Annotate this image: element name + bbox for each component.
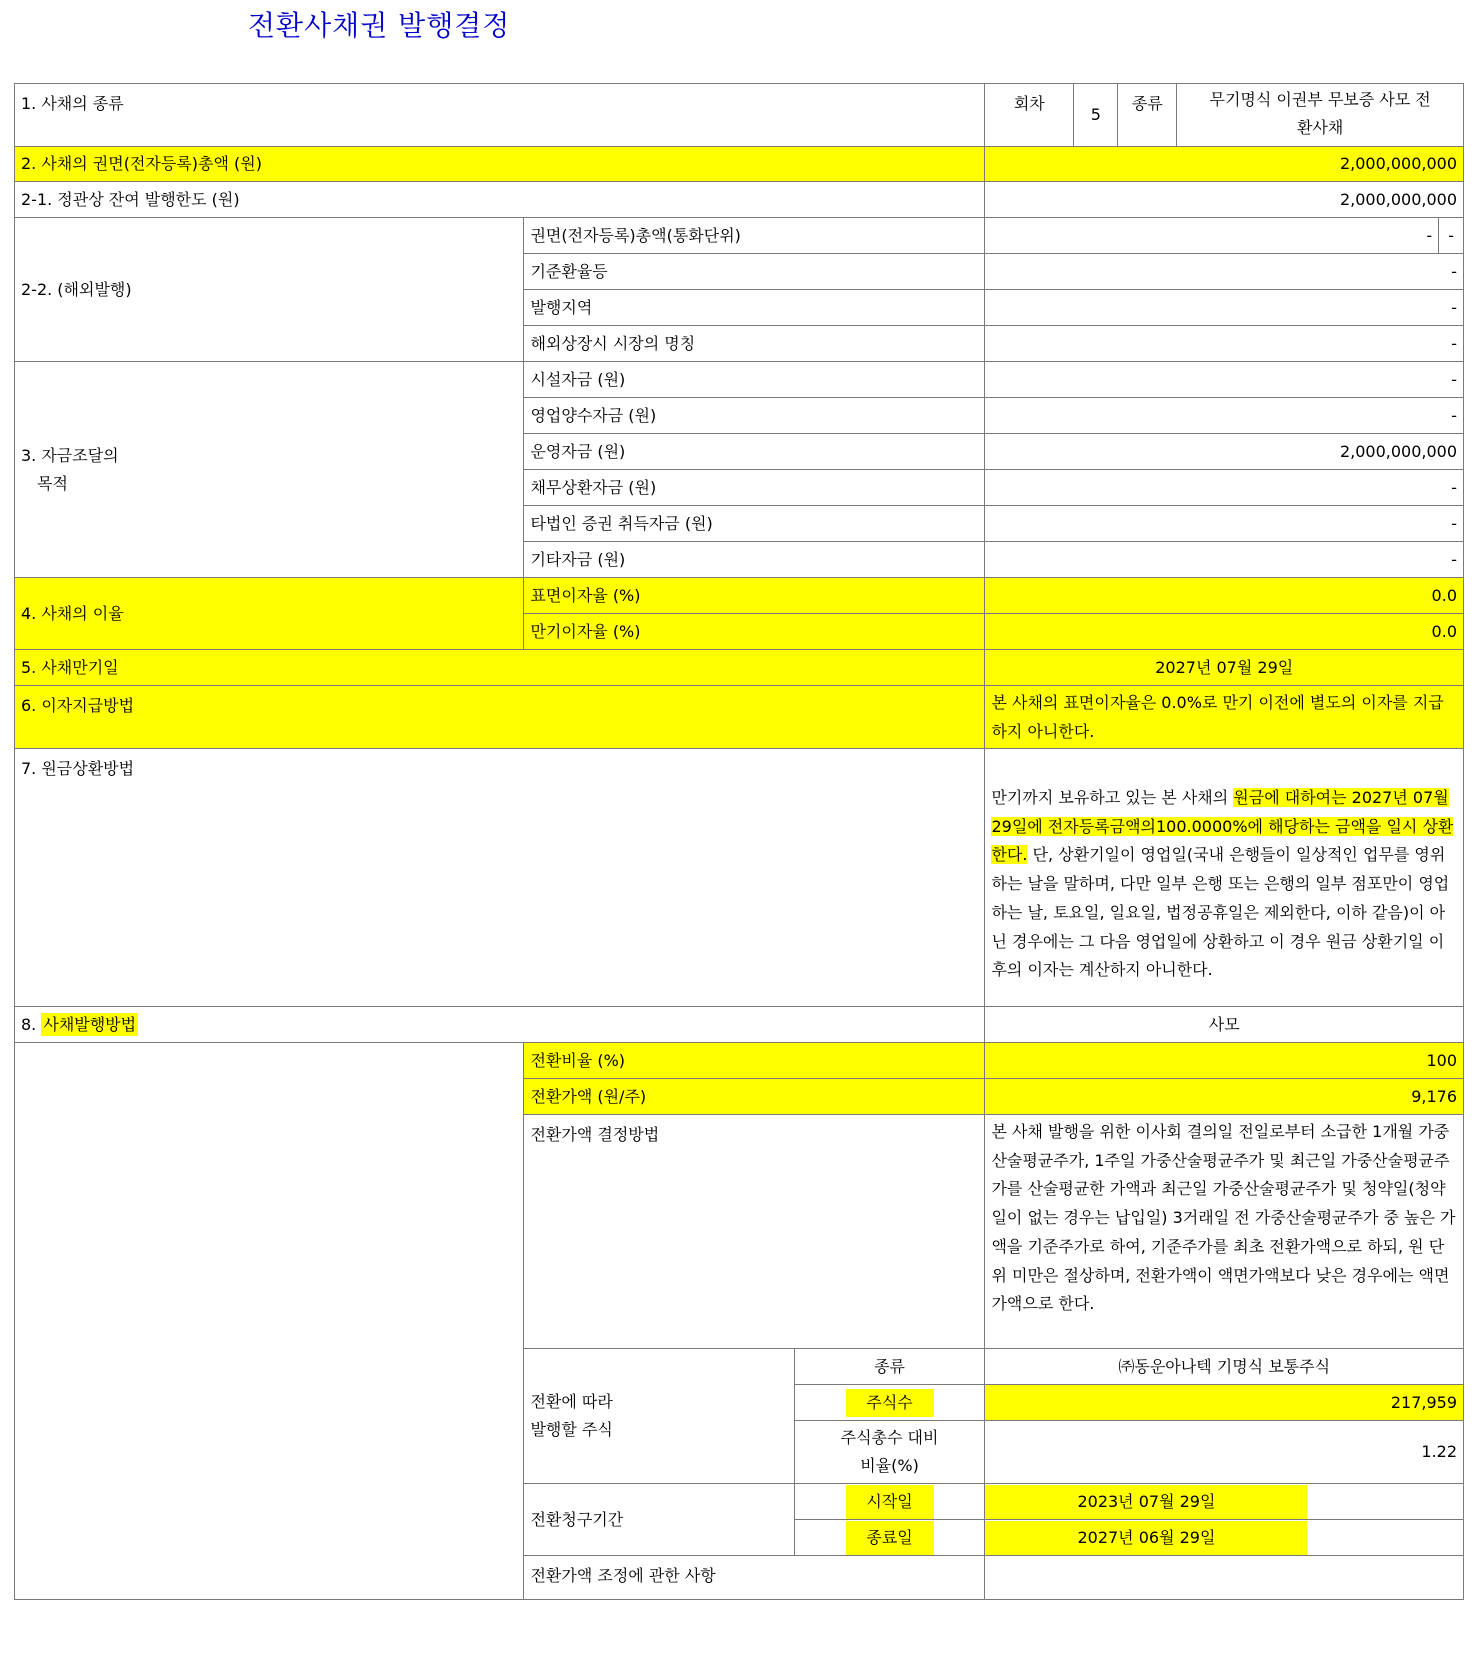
purpose-item-value: - xyxy=(985,470,1464,506)
maturity-label: 5. 사채만기일 xyxy=(15,650,985,686)
start-value: 2023년 07월 29일 xyxy=(985,1485,1307,1519)
purpose-item-label: 타법인 증권 취득자금 (원) xyxy=(524,506,985,542)
repayment-value xyxy=(985,749,1464,1007)
issue-method-text: 사채발행방법 xyxy=(43,1014,137,1034)
issue-method-num: 8. xyxy=(21,1014,42,1034)
share-pct-value: 1.22 xyxy=(985,1421,1464,1484)
overseas-item-label: 기준환율등 xyxy=(524,254,985,290)
share-count-value: 217,959 xyxy=(985,1385,1464,1421)
conversion-price-value: 9,176 xyxy=(985,1079,1464,1115)
table-row xyxy=(15,1043,1464,1079)
end-label-cell xyxy=(794,1520,985,1556)
issue-method-value: 사모 xyxy=(985,1007,1464,1043)
remaining-limit-value: 2,000,000,000 xyxy=(985,182,1464,218)
table-row xyxy=(15,578,1464,614)
ytm-value: 0.0 xyxy=(985,614,1464,650)
share-pct-label-line2: 비율(%) xyxy=(860,1456,919,1475)
period-label: 전환청구기간 xyxy=(524,1484,794,1556)
kind-value: 무기명식 이권부 무보증 사모 전환사채 xyxy=(1177,84,1464,147)
coupon-rate-label: 표면이자율 (%) xyxy=(524,578,985,614)
end-label: 종료일 xyxy=(846,1521,934,1555)
shares-label xyxy=(524,1349,794,1484)
shares-label-line2: 발행할 주식 xyxy=(530,1420,613,1439)
interest-label: 4. 사채의 이율 xyxy=(15,578,524,650)
table-row xyxy=(15,1007,1464,1043)
table-row xyxy=(15,686,1464,749)
purpose-label xyxy=(15,362,524,578)
start-value-cell xyxy=(985,1484,1464,1520)
round-label: 회차 xyxy=(985,84,1074,147)
conversion-ratio-value: 100 xyxy=(985,1043,1464,1079)
purpose-item-label: 영업양수자금 (원) xyxy=(524,398,985,434)
page-title: 전환사채권 발행결정 xyxy=(248,9,511,42)
coupon-rate-value: 0.0 xyxy=(985,578,1464,614)
purpose-label-line1: 3. 자금조달의 xyxy=(21,445,119,465)
purpose-item-label: 운영자금 (원) xyxy=(524,434,985,470)
repayment-label: 7. 원금상환방법 xyxy=(15,749,985,1007)
table-row xyxy=(15,147,1464,182)
issue-method-label xyxy=(15,1007,985,1043)
repayment-text: 만기까지 보유하고 있는 본 사채의 xyxy=(991,788,1234,808)
overseas-item-label: 권면(전자등록)총액(통화단위) xyxy=(524,218,985,254)
bond-type-label: 1. 사채의 종류 xyxy=(15,84,985,147)
overseas-item-value: - xyxy=(985,326,1464,362)
overseas-item-value: - xyxy=(985,290,1464,326)
table-row xyxy=(15,84,1464,147)
table-row xyxy=(15,182,1464,218)
overseas-item-label: 발행지역 xyxy=(524,290,985,326)
interest-payment-value: 본 사채의 표면이자율은 0.0%로 만기 이전에 별도의 이자를 지급하지 아니한다. xyxy=(985,686,1464,749)
repayment-text-rest: 단, 상환기일이 영업일(국내 은행들이 일상적인 업무를 영위하는 날을 말하며, 다만 일부 은행 또는 은행의 일부 점포만이 영업하는 날, 토요일, 일요일, 법정공휴일은 제외한다, 이하 같음)이 아닌 경우에는 그 다음 영업일에 상환하고 이 경우 원금 상환기일 이후의 이자는 계산하지 아니한다. xyxy=(991,845,1450,980)
conversion-ratio-label: 전환비율 (%) xyxy=(524,1043,985,1079)
purpose-item-label: 기타자금 (원) xyxy=(524,542,985,578)
share-pct-label-line1: 주식총수 대비 xyxy=(840,1428,939,1447)
round-value: 5 xyxy=(1074,84,1118,147)
purpose-item-value: 2,000,000,000 xyxy=(985,434,1464,470)
end-value-cell xyxy=(985,1520,1464,1556)
table-row xyxy=(15,362,1464,398)
share-kind-label: 종류 xyxy=(794,1349,985,1385)
interest-payment-label: 6. 이자지급방법 xyxy=(15,686,985,749)
share-count-label: 주식수 xyxy=(846,1389,934,1417)
purpose-item-value: - xyxy=(985,362,1464,398)
conversion-price-label: 전환가액 (원/주) xyxy=(524,1079,985,1115)
purpose-item-label: 시설자금 (원) xyxy=(524,362,985,398)
start-label: 시작일 xyxy=(846,1485,934,1519)
end-value: 2027년 06월 29일 xyxy=(985,1521,1307,1555)
table-row xyxy=(15,749,1464,1007)
share-count-label-cell xyxy=(794,1385,985,1421)
adjustment-value xyxy=(985,1556,1464,1600)
maturity-value: 2027년 07월 29일 xyxy=(985,650,1464,686)
purpose-label-line2: 목적 xyxy=(37,473,68,493)
total-amount-value: 2,000,000,000 xyxy=(985,147,1464,182)
disclosure-table xyxy=(14,83,1464,1600)
repayment-highlight: 원금에 대하여는 2027년 07월 29일에 전자등록금액의100.0000%에 해당하는 금액을 일시 상환한다. xyxy=(991,788,1454,865)
purpose-item-value: - xyxy=(985,542,1464,578)
purpose-item-label: 채무상환자금 (원) xyxy=(524,470,985,506)
kind-label: 종류 xyxy=(1118,84,1177,147)
overseas-item-label: 해외상장시 시장의 명칭 xyxy=(524,326,985,362)
remaining-limit-label: 2-1. 정관상 잔여 발행한도 (원) xyxy=(15,182,985,218)
ytm-label: 만기이자율 (%) xyxy=(524,614,985,650)
price-method-value: 본 사채 발행을 위한 이사회 결의일 전일로부터 소급한 1개월 가중산술평균주가, 1주일 가중산술평균주가 및 최근일 가중산술평균주가를 산술평균한 가액과 최근일 가중산술평균주가 및 청약일(청약일이 없는 경우는 납입일) 3거래일 전 가중산술평균주가 중 높은 가액을 기준주가로 하여, 기준주가를 최초 전환가액으로 하되, 원 단위 미만은 절상하며, 전환가액이 액면가액보다 낮은 경우에는 액면가액으로 한다. xyxy=(985,1115,1464,1349)
share-pct-label xyxy=(794,1421,985,1484)
price-method-label: 전환가액 결정방법 xyxy=(524,1115,985,1349)
table-row xyxy=(15,650,1464,686)
conversion-section-blank xyxy=(15,1043,524,1600)
overseas-item-value: - xyxy=(985,254,1464,290)
adjustment-label: 전환가액 조정에 관한 사항 xyxy=(524,1556,985,1600)
total-amount-label: 2. 사채의 권면(전자등록)총액 (원) xyxy=(15,147,985,182)
table-row xyxy=(15,218,1464,254)
overseas-item-unit: - xyxy=(1439,218,1464,254)
share-kind-value: ㈜동운아나텍 기명식 보통주식 xyxy=(985,1349,1464,1385)
shares-label-line1: 전환에 따라 xyxy=(530,1392,613,1411)
overseas-label: 2-2. (해외발행) xyxy=(15,218,524,362)
purpose-item-value: - xyxy=(985,506,1464,542)
overseas-item-value: - xyxy=(985,218,1439,254)
purpose-item-value: - xyxy=(985,398,1464,434)
start-label-cell xyxy=(794,1484,985,1520)
